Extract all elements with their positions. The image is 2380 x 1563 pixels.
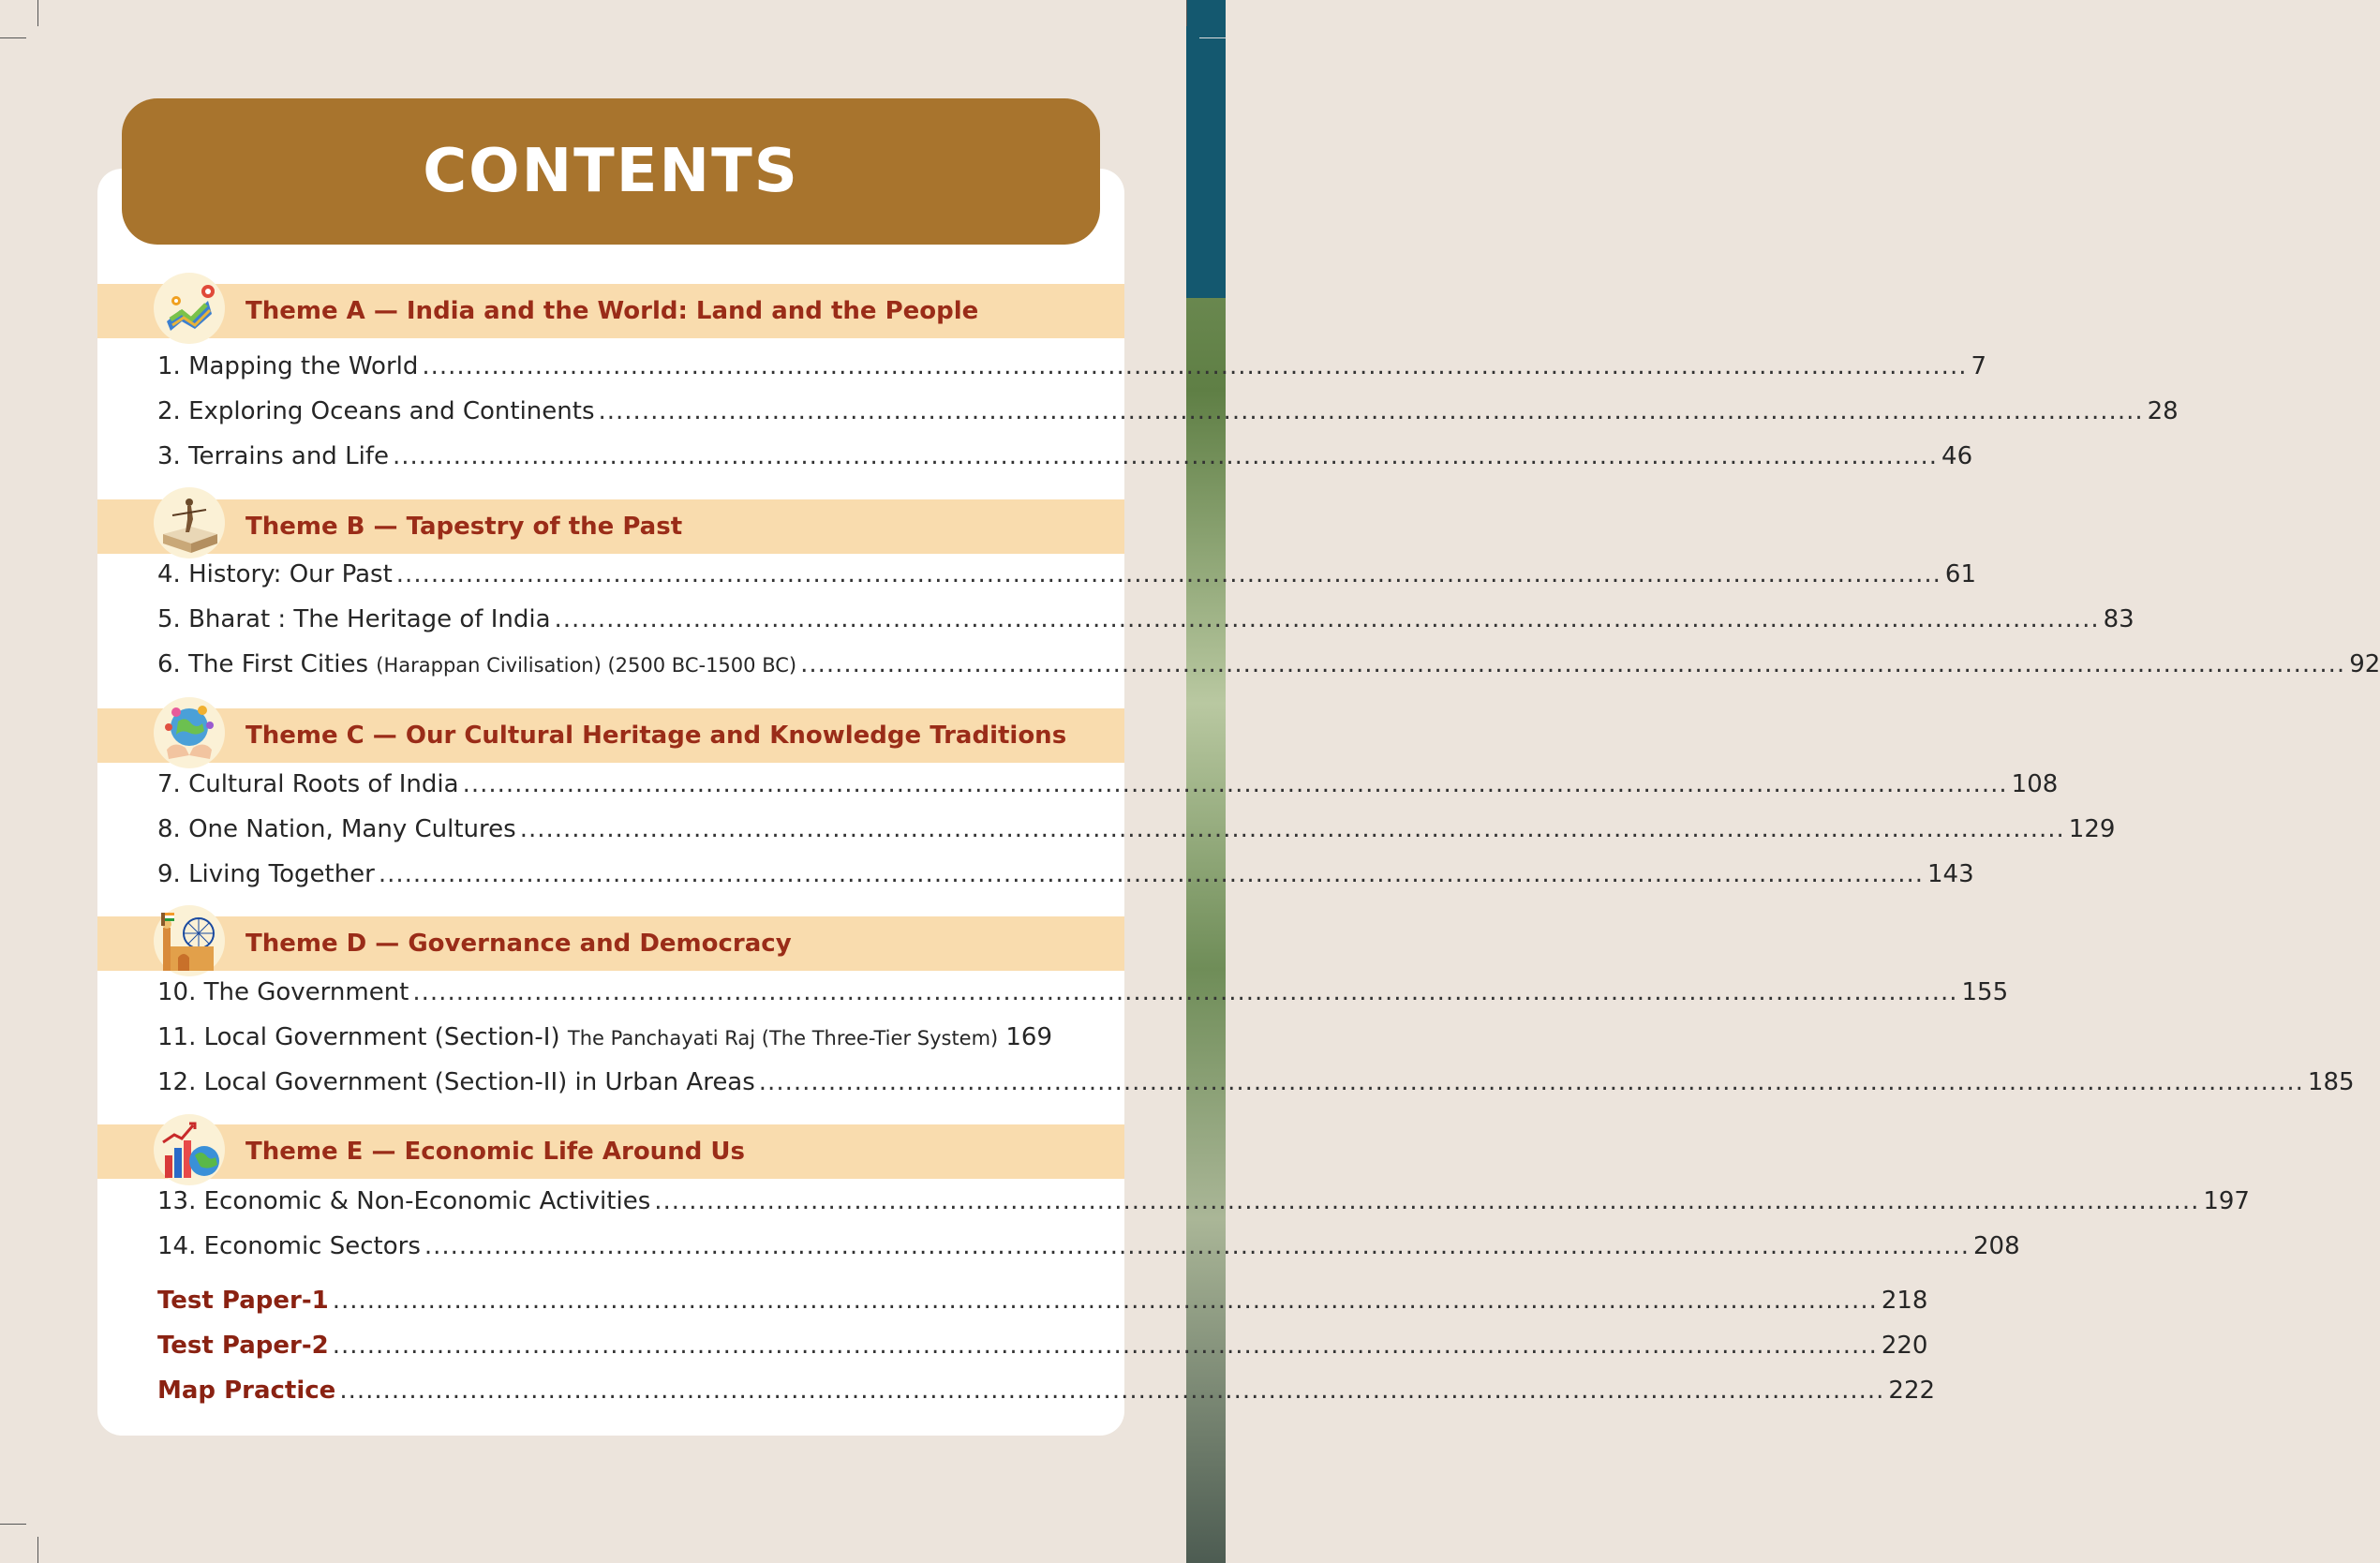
toc-entry[interactable]	[157, 650, 2380, 692]
toc-label: 13. Economic & Non-Economic Activities	[157, 1187, 651, 1215]
leader-dots: ..................................................................................................................................................................................	[332, 1332, 1878, 1360]
leader-dots: ..................................................................................................................................................................................	[395, 560, 1941, 588]
leader-dots: ..................................................................................................................................................................................	[422, 352, 1968, 380]
crop-mark	[1186, 0, 1187, 26]
toc-entry[interactable]	[157, 770, 2059, 811]
toc-entry[interactable]	[157, 815, 2116, 856]
toc-label: Test Paper-1	[157, 1287, 329, 1315]
toc-entry[interactable]	[157, 860, 1974, 901]
page-number: 222	[1888, 1377, 1936, 1405]
page-number: 83	[2103, 605, 2135, 633]
toc-label: 14. Economic Sectors	[157, 1232, 421, 1260]
toc-entry-map-practice[interactable]	[157, 1377, 1936, 1418]
crop-mark	[1199, 37, 1226, 38]
toc-label: 1. Mapping the World	[157, 352, 419, 380]
toc-label-main: 11. Local Government (Section-I)	[157, 1023, 560, 1051]
toc-label: 7. Cultural Roots of India	[157, 770, 459, 798]
toc-label	[157, 650, 796, 678]
toc-entry[interactable]	[157, 1187, 2250, 1228]
leader-dots: ..................................................................................................................................................................................	[554, 605, 2100, 633]
leader-dots: ..................................................................................................................................................................................	[332, 1287, 1878, 1315]
crop-mark	[37, 1537, 38, 1563]
toc-label: 10. The Government	[157, 978, 409, 1006]
toc-label: 9. Living Together	[157, 860, 375, 888]
leader-dots: ..................................................................................................................................................................................	[339, 1377, 1885, 1405]
page-number: 61	[1944, 560, 1976, 588]
toc-entry[interactable]	[157, 352, 1987, 394]
crop-mark	[37, 0, 38, 26]
toc-label: 5. Bharat : The Heritage of India	[157, 605, 551, 633]
contents-banner	[122, 98, 1100, 245]
leader-dots: ..................................................................................................................................................................................	[378, 860, 1924, 888]
toc-label: 3. Terrains and Life	[157, 442, 389, 470]
toc-entry[interactable]	[157, 605, 2135, 647]
leader-dots: ..................................................................................................................................................................................	[654, 1187, 2200, 1215]
page-number: 108	[2011, 770, 2059, 798]
page-number: 129	[2068, 815, 2116, 843]
toc-label: 2. Exploring Oceans and Continents	[157, 397, 595, 425]
page-number: 143	[1926, 860, 1974, 888]
theme-title-c: Theme C — Our Cultural Heritage and Knowledge Traditions	[245, 722, 1067, 750]
toc-entry[interactable]	[157, 397, 2179, 439]
page-number: 169	[1005, 1023, 1052, 1051]
page-number: 7	[1971, 352, 1987, 380]
page-number: 218	[1881, 1287, 1928, 1315]
toc-label: 8. One Nation, Many Cultures	[157, 815, 516, 843]
leader-dots: ..................................................................................................................................................................................	[519, 815, 2065, 843]
ancient-figure-icon	[154, 487, 225, 558]
toc-entry[interactable]	[157, 1068, 2355, 1109]
toc-label: Test Paper-2	[157, 1332, 329, 1360]
page-number: 92	[2349, 650, 2380, 678]
leader-dots: ..................................................................................................................................................................................	[800, 650, 2346, 678]
leader-dots: ..................................................................................................................................................................................	[598, 397, 2144, 425]
theme-title-e: Theme E — Economic Life Around Us	[245, 1138, 745, 1166]
toc-entry[interactable]	[157, 978, 2009, 1020]
leader-dots: ..................................................................................................................................................................................	[462, 770, 2008, 798]
theme-title-b: Theme B — Tapestry of the Past	[245, 513, 683, 541]
toc-label: 12. Local Government (Section-II) in Urban Areas	[157, 1068, 755, 1096]
page-number: 197	[2203, 1187, 2250, 1215]
toc-label-sub: The Panchayati Raj (The Three-Tier System)	[567, 1027, 999, 1049]
page-number: 220	[1881, 1332, 1928, 1360]
page-number: 185	[2307, 1068, 2355, 1096]
toc-entry-test-paper-2[interactable]	[157, 1332, 1928, 1373]
toc-entry[interactable]	[157, 1023, 1052, 1064]
page-number: 208	[1972, 1232, 2020, 1260]
toc-label	[157, 1023, 998, 1051]
leader-dots: ..................................................................................................................................................................................	[758, 1068, 2304, 1096]
theme-title-d: Theme D — Governance and Democracy	[245, 930, 792, 958]
page-number: 155	[1961, 978, 2009, 1006]
toc-label-sub: (Harappan Civilisation) (2500 BC-1500 BC)	[376, 654, 797, 677]
toc-label: Map Practice	[157, 1377, 336, 1405]
theme-title-a: Theme A — India and the World: Land and the People	[245, 297, 979, 325]
toc-label-main: 6. The First Cities	[157, 650, 369, 678]
toc-label: 4. History: Our Past	[157, 560, 393, 588]
toc-entry[interactable]	[157, 560, 1976, 602]
economy-chart-icon	[154, 1114, 225, 1185]
map-route-icon	[154, 273, 225, 344]
page-number: 46	[1941, 442, 1973, 470]
toc-entry-test-paper-1[interactable]	[157, 1287, 1928, 1328]
leader-dots: ..................................................................................................................................................................................	[424, 1232, 1970, 1260]
globe-hands-icon	[154, 697, 225, 768]
parliament-icon	[154, 905, 225, 976]
crop-mark	[0, 1524, 26, 1525]
toc-entry[interactable]	[157, 442, 1973, 484]
leader-dots: ..................................................................................................................................................................................	[412, 978, 1958, 1006]
page-number: 28	[2147, 397, 2179, 425]
crop-mark	[0, 37, 26, 38]
leader-dots: ..................................................................................................................................................................................	[392, 442, 1939, 470]
page-title: CONTENTS	[423, 137, 799, 206]
cover-edge-band	[1186, 0, 1226, 298]
toc-entry[interactable]	[157, 1232, 2020, 1273]
